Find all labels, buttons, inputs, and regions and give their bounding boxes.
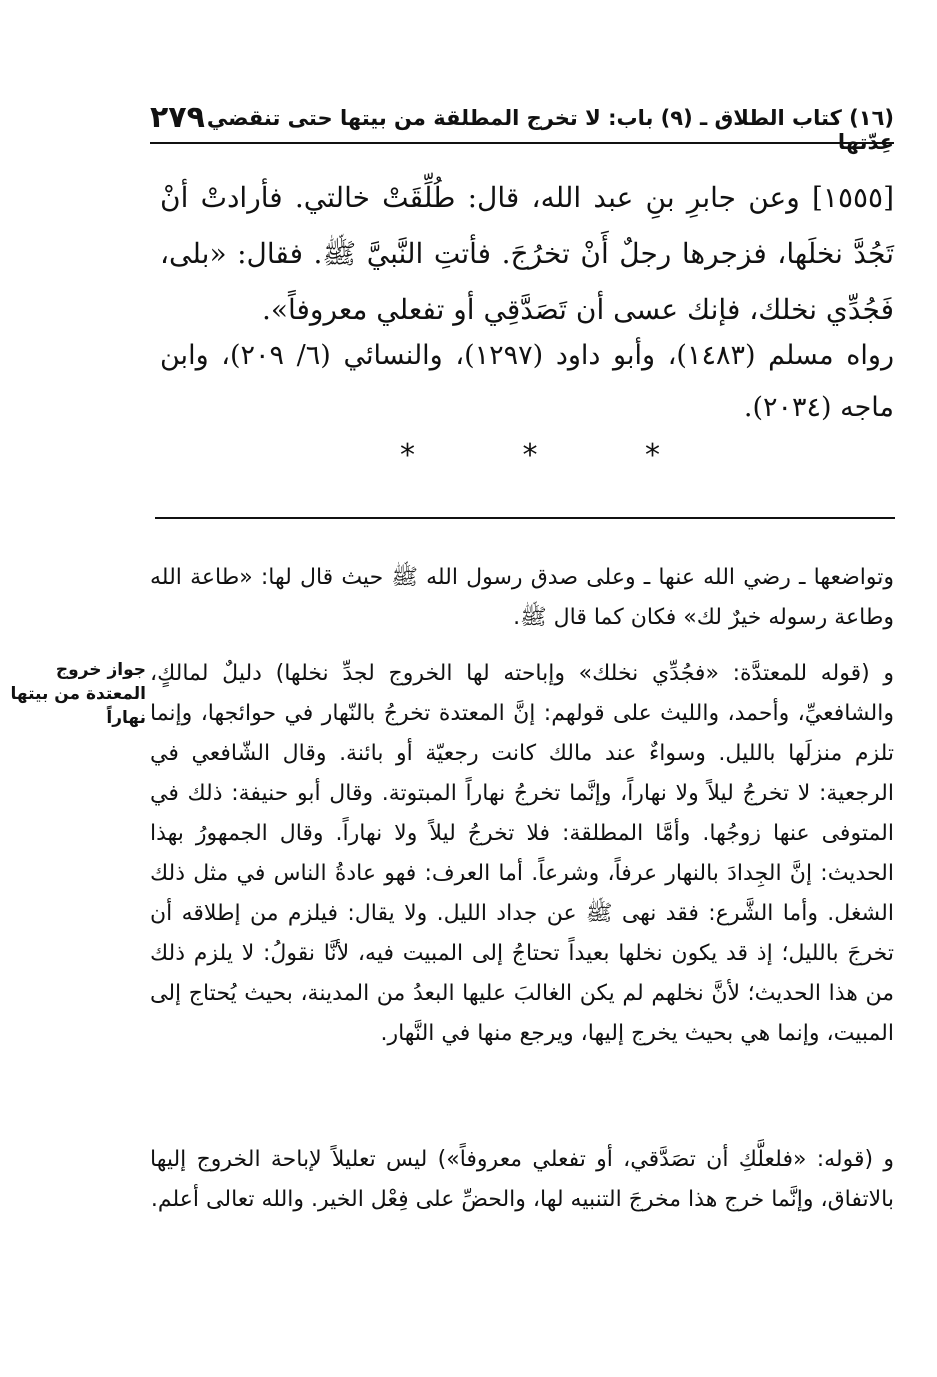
commentary-paragraph-1: وتواضعها ـ رضي الله عنها ـ وعلى صدق رسول الله ﷺ حيث قال لها: «طاعة الله وطاعة رسوله خيرٌ لك» فكان كما قال ﷺ. bbox=[150, 565, 894, 630]
takhrij-text: رواه مسلم (١٤٨٣)، وأبو داود (١٢٩٧)، والنسائي (٦/ ٢٠٩)، وابن ماجه (٢٠٣٤). bbox=[160, 340, 894, 423]
hadith-text: [١٥٥٥] وعن جابرِ بنِ عبد الله، قال: طُلِّقَتْ خالتي. فأرادتْ أنْ تَجُدَّ نخلَها، فزجرها رجلٌ أَنْ تخرُجَ. فأتتِ النَّبيَّ ﷺ. فقال: «بلى، فَجُدِّي نخلك، فإنك عسى أن تَصَدَّقِي أو تفعلي معروفاً». bbox=[160, 181, 894, 326]
margin-note: جواز خروج المعتدة من بيتها نهاراً bbox=[10, 660, 146, 728]
header-rule bbox=[150, 142, 894, 144]
section-separator-stars bbox=[400, 438, 660, 474]
commentary-paragraph-3: و (قوله: «فلعلَّكِ أن تصَدَّقي، أو تفعلي معروفاً») ليس تعليلاً لإباحة الخروج إليها بالاتفاق، وإنَّما خرج هذا مخرجَ التنبيه لها، والحضِّ على فِعْل الخير. والله تعالى أعلم. bbox=[150, 1147, 894, 1212]
star-1: * bbox=[645, 438, 660, 473]
star-2: * bbox=[522, 438, 538, 473]
running-title: (١٦) كتاب الطلاق ـ (٩) باب: لا تخرج المطلقة من بيتها حتى تنقضي عِدّتها bbox=[206, 106, 894, 154]
star-3: * bbox=[400, 438, 415, 473]
footnote-separator-rule bbox=[155, 517, 895, 519]
running-head bbox=[150, 98, 894, 154]
commentary-paragraph-2: و (قوله للمعتدَّة: «فجُدِّي نخلك» وإباحته لها الخروج لجدِّ نخلها) دليلٌ لمالكٍ، والشافعيِّ، وأحمد، والليث على قولهم: إنَّ المعتدة تخرجُ بالنّهار في حوائجها، وإنما تلزم منزلَها بالليل. وسواءٌ عند مالك كانت رجعيّة أو بائنة. وقال الشّافعي في الرجعية: لا تخرجُ ليلاً ولا نهاراً، وإنَّما تخرجُ نهاراً المبتوتة. وقال أبو حنيفة: ذلك في المتوفى عنها زوجُها. وأمَّا المطلقة: فلا تخرجُ ليلاً ولا نهاراً. وقال الجمهورُ بهذا الحديث: إنَّ الجِدادَ بالنهار عرفاً، وشرعاً. أما العرف: فهو عادةُ الناس في مثل ذلك الشغل. وأما الشَّرع: فقد نهى ﷺ عن جداد الليل. ولا يقال: فيلزم من إطلاقه أن تخرجَ بالليل؛ إذ قد يكون نخلها بعيداً تحتاجُ إلى المبيت فيه، لأنَّا نقولُ: لا يلزم ذلك من هذا الحديث؛ لأنَّ نخلهم لم يكن الغالبَ عليها البعدُ من المدينة، بحيث يُحتاج إلى المبيت، وإنما هي بحيث يخرج إليها، ويرجع منها في النَّهار. bbox=[150, 661, 894, 1046]
page-number: ٢٧٩ bbox=[150, 100, 205, 135]
